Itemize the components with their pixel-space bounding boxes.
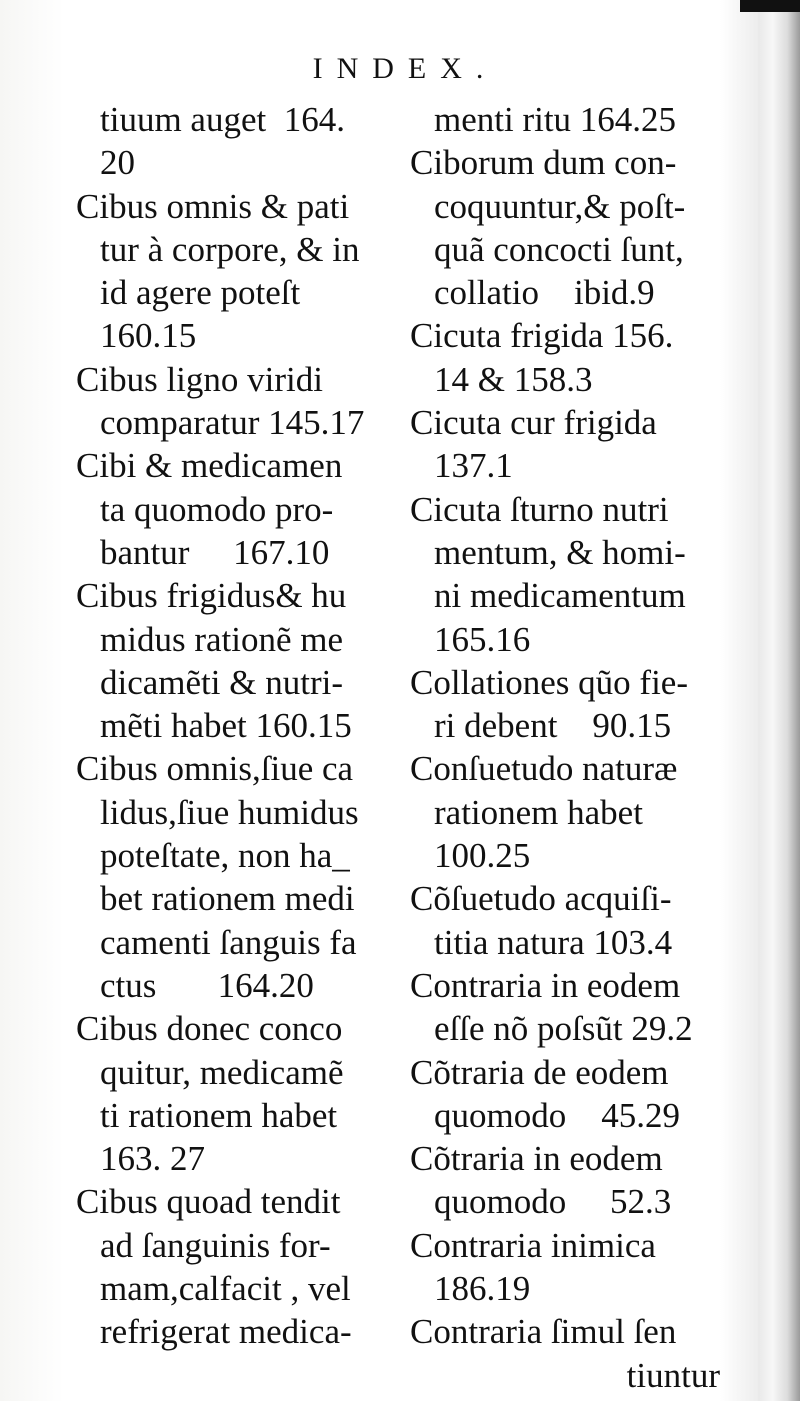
index-line: Contraria inimica [410, 1225, 656, 1265]
index-line: refrigerat medica- [100, 1312, 352, 1352]
index-line: Cicuta frigida 156. [410, 316, 674, 356]
index-line: mẽti habet 160.15 [100, 706, 352, 746]
index-line: 14 & 158.3 [434, 359, 593, 399]
index-line: Conſuetudo naturæ [410, 749, 678, 789]
scan-corner-shadow [740, 0, 800, 12]
index-line: bantur 167.10 [100, 532, 330, 572]
index-line: rationem habet [434, 792, 643, 832]
index-line: Contraria in eodem [410, 965, 681, 1005]
index-line: Cõſuetudo acquiſi- [410, 879, 672, 919]
index-line: Cibus omnis,ſiue ca [76, 749, 354, 789]
index-line: camenti ſanguis fa [100, 922, 357, 962]
index-line: ri debent 90.15 [434, 706, 672, 746]
index-line: 163. 27 [100, 1139, 205, 1179]
index-line: quitur, medicamẽ [100, 1052, 344, 1092]
book-gutter-shadow [758, 0, 800, 1401]
index-line: dicamẽti & nutri- [100, 662, 343, 702]
index-line: Cõtraria de eodem [410, 1052, 669, 1092]
index-line: 100.25 [434, 836, 531, 876]
index-line: quomodo 52.3 [434, 1182, 672, 1222]
index-line: tiuum auget 164. [100, 100, 345, 139]
index-line: Ciborum dum con- [410, 143, 677, 183]
index-line: 137.1 [434, 446, 513, 486]
index-line: titia natura 103.4 [434, 922, 673, 962]
index-line: Cibus ligno viridi [76, 359, 323, 399]
index-line: Cicuta ſturno nutri [410, 489, 669, 529]
index-line: Cibus quoad tendit [76, 1182, 341, 1222]
page-header: INDEX. [312, 52, 498, 85]
index-line: Cibus donec conco [76, 1009, 343, 1049]
index-line: 20 [100, 143, 135, 183]
index-line: ta quomodo pro- [100, 489, 334, 529]
index-line: Cibus omnis & pati [76, 186, 350, 226]
index-line: poteſtate, non ha_ [100, 836, 350, 876]
index-line: Cõtraria in eodem [410, 1139, 663, 1179]
right-column [410, 98, 720, 1397]
index-line: 186.19 [434, 1269, 531, 1309]
index-line: ctus 164.20 [100, 965, 314, 1005]
index-line: ad ſanguinis for- [100, 1225, 331, 1265]
index-line: Cibus frigidus& hu [76, 576, 347, 616]
index-line: quomodo 45.29 [434, 1095, 680, 1135]
index-line: Cicuta cur frigida [410, 403, 657, 443]
index-line: tiuntur [626, 1355, 720, 1395]
left-column [76, 98, 396, 1354]
index-line: ni medicamentum [434, 576, 686, 616]
index-line: collatio ibid.9 [434, 273, 655, 313]
index-line: 160.15 [100, 316, 197, 356]
index-line: 165.16 [434, 619, 531, 659]
index-line: mentum, & homi- [434, 532, 686, 572]
index-line: bet rationem medi [100, 879, 355, 919]
index-line: Collationes qũo fie- [410, 662, 689, 702]
index-line: coquuntur,& poſt- [434, 186, 686, 226]
index-line: Cibi & medicamen [76, 446, 343, 486]
index-line: eſſe nõ poſsũt 29.2 [434, 1009, 693, 1049]
index-line: mam,calfacit , vel [100, 1269, 351, 1309]
index-line: quã concocti ſunt, [434, 229, 684, 269]
index-line: comparatur 145.17 [100, 403, 365, 443]
index-line: tur à corpore, & in [100, 229, 360, 269]
index-line: Contraria ſimul ſen [410, 1312, 677, 1352]
index-line: ti rationem habet [100, 1095, 338, 1135]
index-line: id agere poteſt [100, 273, 301, 313]
index-line: lidus,ſiue humidus [100, 792, 359, 832]
index-line: midus rationẽ me [100, 619, 344, 659]
index-line: menti ritu 164.25 [434, 100, 677, 139]
